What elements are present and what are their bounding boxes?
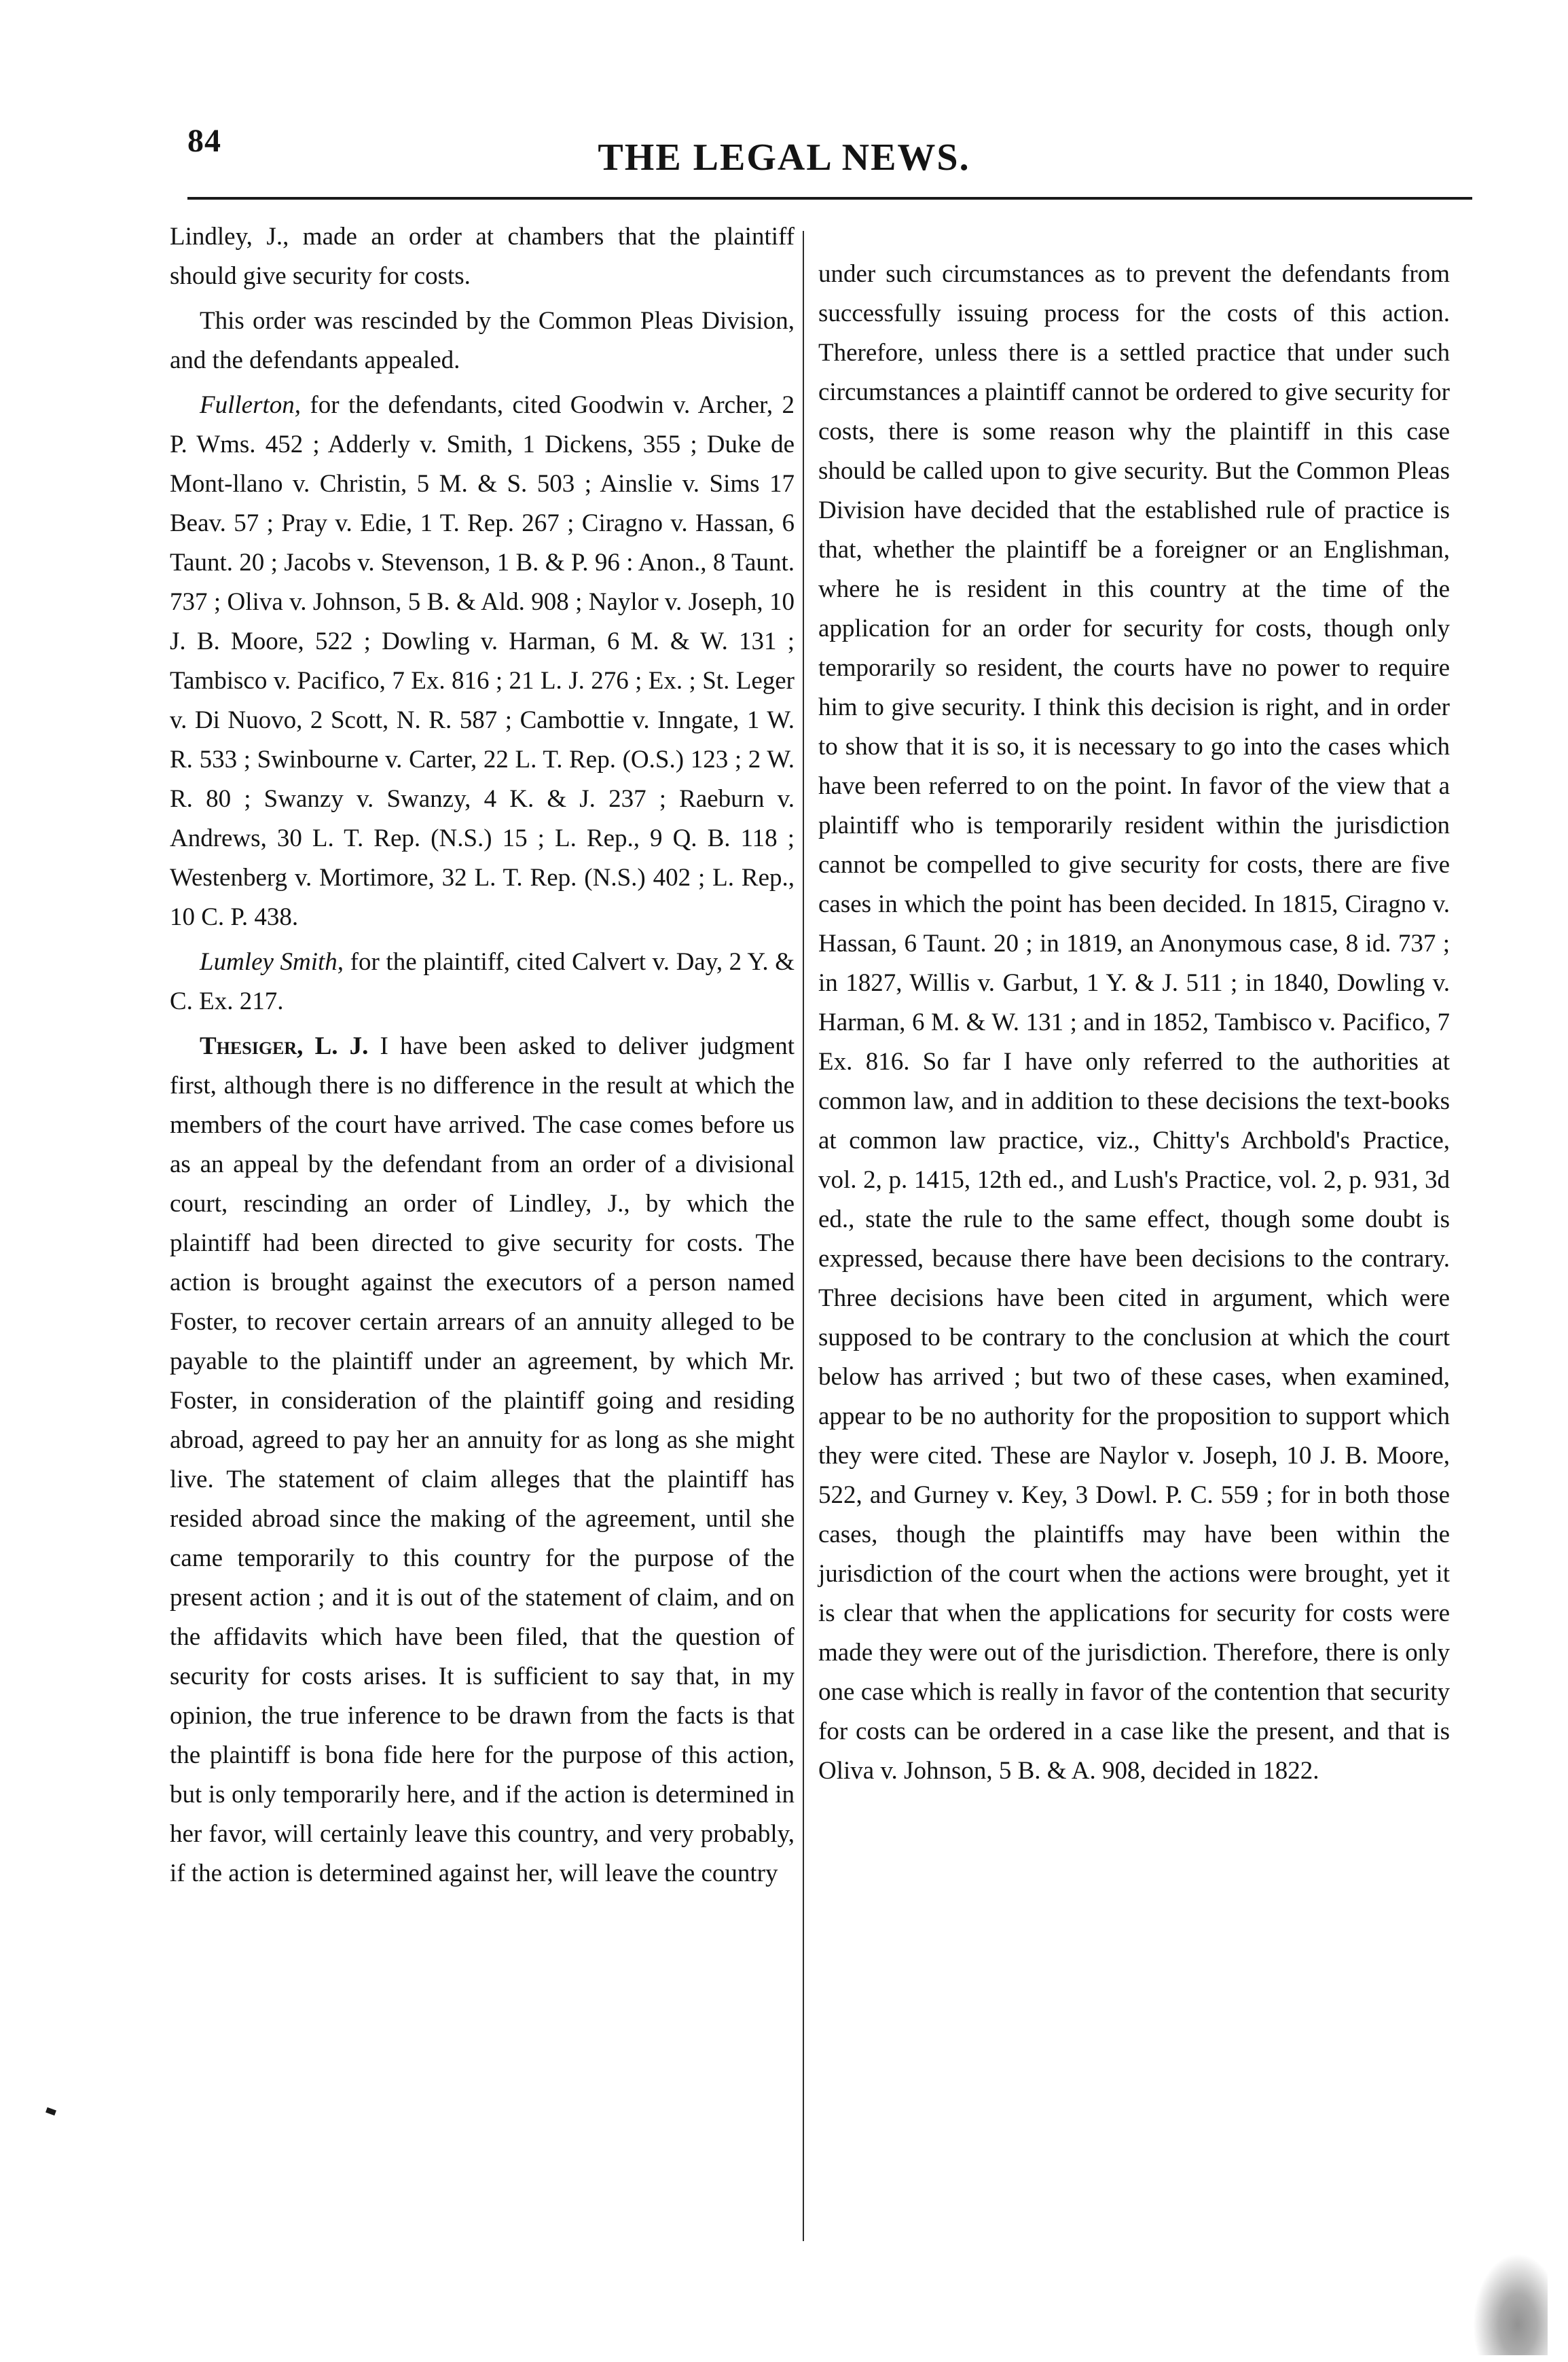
left-paragraph-5 [170,1027,795,1893]
left-paragraph-1: Lindley, J., made an order at chambers that the plaintiff should give security for costs. [170,223,795,290]
left-paragraph-4 [170,943,795,1021]
right-paragraph-1: under such circumstances as to prevent the defendants from successfully issuing process for the costs of this action. Therefore, unless there is a settled practice that under such circumstances a plaintiff cannot be ordered to give security for costs, there is some reason why the plaintiff in this case should be called upon to give security. But the Common Pleas Division have decided that the established rule of practice is that, whether the plaintiff be a foreigner or an Englishman, where he is resident in this country at the time of the application for an order for security for costs, though only temporarily so resident, the courts have no power to require him to give security. I think this decision is right, and in order to show that it is so, it is necessary to go into the cases which have been referred to on the point. In favor of the view that a plaintiff who is temporarily resident within the jurisdiction cannot be compelled to give security for costs, there are five cases in which the point has been decided. In 1815, Ciragno v. Hassan, 6 Taunt. 20 ; in 1819, an Anonymous case, 8 id. 737 ; in 1827, Willis v. Garbut, 1 Y. & J. 511 ; in 1840, Dowling v. Harman, 6 M. & W. 131 ; and in 1852, Tambisco v. Pacifico, 7 Ex. 816. So far I have only referred to the authorities at common law, and in addition to these decisions the text-books at common law practice, viz., Chitty's Archbold's Practice, vol. 2, p. 1415, 12th ed., and Lush's Practice, vol. 2, p. 931, 3d ed., state the rule to the same effect, though some doubt is expressed, because there have been decisions to the contrary. Three decisions have been cited in argument, which were supposed to be contrary to the conclusion at which the court below has arrived ; but two of these cases, when examined, appear to be no authority for the proposition to support which they were cited. These are Naylor v. Joseph, 10 J. B. Moore, 522, and Gurney v. Key, 3 Dowl. P. C. 559 ; for in both those cases, though the plaintiffs may have been within the jurisdiction of the court when the actions were brought, yet it is clear that when the applications for security for costs were made they were out of the jurisdiction. Therefore, there is only one case which is really in favor of the contention that security for costs can be ordered in a case like the present, and that is Oliva v. Johnson, 5 B. & A. 908, decided in 1822. [818,260,1450,1785]
running-title: THE LEGAL NEWS. [598,137,970,179]
judgment-text: I have been asked to deliver judgment first, although there is no difference in the result at which the members of the court have arrived. The case comes before us as an appeal by the defendant from an order of a divisional court, rescinding an order of Lindley, J., by which the plaintiff had been directed to give security for costs. The action is brought against the executors of a person named Foster, to recover certain arrears of an annuity alleged to be payable to the plaintiff under an agreement, by which Mr. Foster, in consideration of the plaintiff going and residing abroad, agreed to pay her an annuity for as long as she might live. The statement of claim alleges that the plaintiff has resided abroad since the making of the agreement, until she came temporarily to this country for the purpose of the present action ; and it is out of the statement of claim, and on the affidavits which have been filed, that the question of security for costs arises. It is sufficient to say that, in my opinion, the true inference to be drawn from the facts is that the plaintiff is bona fide here for the purpose of this action, but is only temporarily here, and if the action is determined in her favor, will certainly leave this country, and very probably, if the action is determined against her, will leave the country [170,1032,795,1887]
column-divider [803,231,804,2241]
counsel-name-plaintiff: Lumley Smith, [200,948,344,976]
left-paragraph-2: This order was rescinded by the Common Pleas Division, and the defendants appealed. [170,307,795,374]
page-number: 84 [187,123,221,159]
counsel-name-defendants: Fullerton, [200,391,302,419]
left-column [170,217,795,1893]
header-rule [187,197,1472,200]
scan-smudge [1473,2253,1548,2355]
judge-name: Thesiger, L. J. [200,1032,369,1060]
right-column [818,255,1450,1791]
margin-mark [45,2107,56,2115]
defendants-citations: for the defendants, cited Goodwin v. Archer, 2 P. Wms. 452 ; Adderly v. Smith, 1 Dickens, 355 ; Duke de Mont-llano v. Christin, 5 M. & S. 503 ; Ainslie v. Sims 17 Beav. 57 ; Pray v. Edie, 1 T. Rep. 267 ; Ciragno v. Hassan, 6 Taunt. 20 ; Jacobs v. Stevenson, 1 B. & P. 96 : Anon., 8 Taunt. 737 ; Oliva v. Johnson, 5 B. & Ald. 908 ; Naylor v. Joseph, 10 J. B. Moore, 522 ; Dowling v. Harman, 6 M. & W. 131 ; Tambisco v. Pacifico, 7 Ex. 816 ; 21 L. J. 276 ; Ex. ; St. Leger v. Di Nuovo, 2 Scott, N. R. 587 ; Cambottie v. Inngate, 1 W. R. 533 ; Swinbourne v. Carter, 22 L. T. Rep. (O.S.) 123 ; 2 W. R. 80 ; Swanzy v. Swanzy, 4 K. & J. 237 ; Raeburn v. Andrews, 30 L. T. Rep. (N.S.) 15 ; L. Rep., 9 Q. B. 118 ; Westenberg v. Mortimore, 32 L. T. Rep. (N.S.) 402 ; L. Rep., 10 C. P. 438. [170,391,795,931]
plaintiff-citations: for the plaintiff, cited Calvert v. Day, 2 Y. & C. Ex. 217. [170,948,795,1015]
left-paragraph-3 [170,386,795,937]
